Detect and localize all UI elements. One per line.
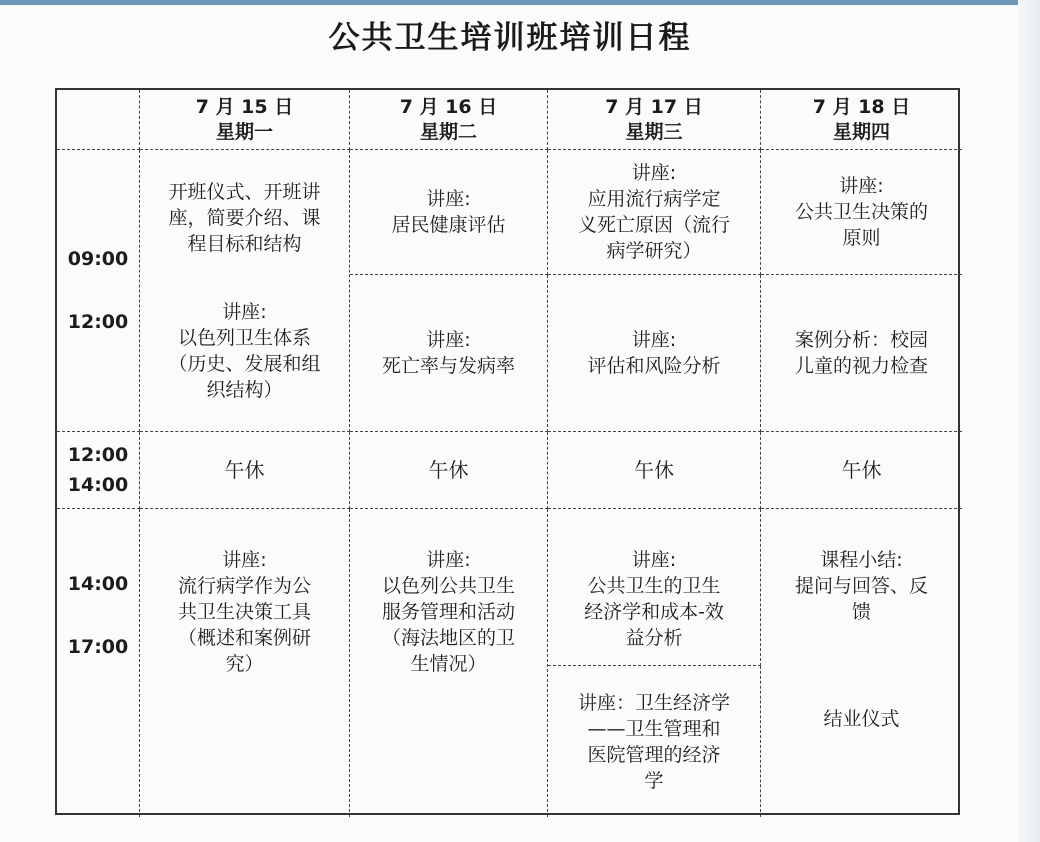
header-weekday: 星期三 [625,120,683,143]
session-thu-pm-2: 结业仪式 [823,708,900,730]
page-title: 公共卫生培训班培训日程 [328,20,692,56]
session-wed-am-1: 讲座: 应用流行病学定 义死亡原因（流行 病学研究） [548,150,761,275]
time-start: 14:00 [67,573,129,595]
session-wed-pm-1: 讲座: 公共卫生的卫生 经济学和成本-效 益分析 [548,509,761,666]
top-edge-line [0,0,1040,5]
session-mon-am [140,150,350,432]
header-day-4 [761,90,962,150]
header-weekday: 星期二 [419,120,477,143]
session-text: 讲座: 以色列卫生体系 （历史、发展和组 织结构） [168,300,321,401]
time-end: 12:00 [67,311,129,333]
time-start: 09:00 [67,248,129,270]
session-thu-am-1: 讲座: 公共卫生决策的 原则 [761,150,962,275]
time-start: 12:00 [67,444,129,466]
header-weekday: 星期四 [832,120,890,143]
time-afternoon [57,509,140,817]
header-day-3 [548,90,761,150]
session-tue-pm: 讲座: 以色列公共卫生 服务管理和活动 （海法地区的卫 生情况） [350,509,548,817]
session-wed-pm-2: 讲座：卫生经济学 ——卫生管理和 医院管理的经济 学 [548,666,761,817]
session-tue-am-1: 讲座: 居民健康评估 [350,150,548,275]
lunch-cell: 午休 [350,432,548,509]
session-thu-pm-1: 课程小结: 提问与回答、反 馈 [794,549,928,623]
lunch-cell: 午休 [761,432,962,509]
header-date: 7 月 18 日 [812,95,911,118]
time-noon [57,432,140,509]
header-weekday: 星期一 [215,120,273,143]
session-mon-pm: 讲座: 流行病学作为公 共卫生决策工具 （概述和案例研 究） [140,509,350,817]
lunch-cell: 午休 [548,432,761,509]
header-date: 7 月 15 日 [195,95,294,118]
header-day-1 [140,90,350,150]
time-end: 14:00 [67,474,129,496]
session-tue-am-2: 讲座: 死亡率与发病率 [350,275,548,432]
time-end: 17:00 [67,636,129,658]
header-day-2 [350,90,548,150]
session-text: 开班仪式、开班讲 座，简要介绍、课 程目标和结构 [168,180,321,255]
corner-cell [57,90,140,150]
time-morning [57,150,140,432]
lunch-cell: 午休 [140,432,350,509]
schedule-table [55,88,960,815]
scan-edge [1018,0,1040,842]
session-thu-am-2: 案例分析：校园 儿童的视力检查 [761,275,962,432]
header-date: 7 月 17 日 [605,95,703,118]
header-date: 7 月 16 日 [399,95,498,118]
session-wed-am-2: 讲座: 评估和风险分析 [548,275,761,432]
